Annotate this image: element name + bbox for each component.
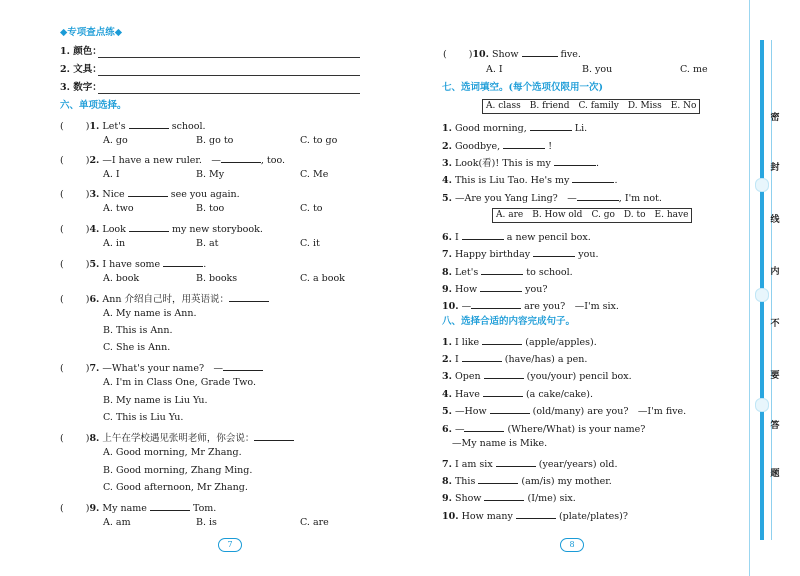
blank[interactable] <box>229 291 269 302</box>
blank[interactable] <box>496 456 536 467</box>
seal-char: 内 <box>770 267 780 277</box>
question-4: ( )4. Look my new storybook. <box>60 221 263 236</box>
question-6: ( )6. Ann 介绍自己时，用英语说： <box>60 291 269 306</box>
vocab-label-stationery: 2. 文具： <box>60 64 102 75</box>
blank[interactable] <box>464 421 504 432</box>
fill-item: 6. I a new pencil box. <box>442 229 591 244</box>
fill-item: 1. I like (apple/apples). <box>442 334 597 349</box>
option-b[interactable]: B. too <box>196 203 225 214</box>
fill-item: 3. Open (you/your) pencil box. <box>442 368 632 383</box>
seal-char: 题 <box>770 469 780 479</box>
option-c[interactable]: C. me <box>680 64 708 75</box>
answer-slot-3[interactable] <box>64 187 86 197</box>
option-b[interactable]: B. My name is Liu Yu. <box>103 395 208 406</box>
answer-slot-5[interactable] <box>64 257 86 267</box>
option-b[interactable]: B. Good morning, Zhang Ming. <box>103 465 253 476</box>
answer-slot-10[interactable] <box>447 47 469 57</box>
blank[interactable] <box>128 186 168 197</box>
fill-item: 9. How you? <box>442 281 547 296</box>
answer-slot-2[interactable] <box>64 153 86 163</box>
question-3: ( )3. Nice see you again. <box>60 186 240 201</box>
section-8-title: 八、选择合适的内容完成句子。 <box>442 316 576 327</box>
option-c[interactable]: C. She is Ann. <box>103 342 171 353</box>
vocab-line-number[interactable] <box>98 93 360 94</box>
blank[interactable] <box>503 138 545 149</box>
answer-slot-9[interactable] <box>64 501 86 511</box>
option-c[interactable]: C. This is Liu Yu. <box>103 412 184 423</box>
page-number-right: 8 <box>560 538 584 552</box>
seal-char: 封 <box>770 163 780 173</box>
vocab-label-number: 3. 数字： <box>60 82 102 93</box>
section-badge: ◆专项查点练◆ <box>60 27 123 38</box>
option-b[interactable]: B. at <box>196 238 219 249</box>
option-c[interactable]: C. a book <box>300 273 345 284</box>
option-b[interactable]: B. go to <box>196 135 234 146</box>
fill-item: 2. Goodbye, ! <box>442 138 552 153</box>
fill-item: 4. This is Liu Tao. He's my . <box>442 172 617 187</box>
option-b[interactable]: B. This is Ann. <box>103 325 173 336</box>
option-a[interactable]: A. book <box>103 273 140 284</box>
blank[interactable] <box>129 118 169 129</box>
option-a[interactable]: A. I <box>103 169 120 180</box>
fill-item: 9. Show (I/me) six. <box>442 490 576 505</box>
binding-hole <box>755 288 769 302</box>
vocab-label-color: 1. 颜色： <box>60 46 102 57</box>
page-number-left: 7 <box>218 538 242 552</box>
blank[interactable] <box>481 264 523 275</box>
blank[interactable] <box>221 152 261 163</box>
question-7: ( )7. —What's your name? — <box>60 360 263 375</box>
fill-item: 1. Good morning, Li. <box>442 120 587 135</box>
blank[interactable] <box>150 500 190 511</box>
word-bank-2: A. are B. How old C. go D. to E. have <box>492 208 692 223</box>
answer-slot-8[interactable] <box>64 431 86 441</box>
fill-item: 6. — (Where/What) is your name? <box>442 421 645 436</box>
vocab-line-stationery[interactable] <box>98 75 360 76</box>
option-a[interactable]: A. go <box>103 135 128 146</box>
blank[interactable] <box>522 46 558 57</box>
seal-char: 密 <box>770 113 780 123</box>
option-a[interactable]: A. I <box>486 64 503 75</box>
blank[interactable] <box>483 386 523 397</box>
blank[interactable] <box>223 360 263 371</box>
blank[interactable] <box>471 298 521 309</box>
blank[interactable] <box>478 473 518 484</box>
blank[interactable] <box>480 281 522 292</box>
right-page <box>400 0 745 576</box>
answer-slot-1[interactable] <box>64 119 86 129</box>
answer-slot-4[interactable] <box>64 222 86 232</box>
blank[interactable] <box>462 351 502 362</box>
option-a[interactable]: A. am <box>103 517 131 528</box>
blank[interactable] <box>516 508 556 519</box>
section-7-title: 七、选词填空。(每个选项仅限用一次) <box>442 82 603 93</box>
question-10: ( )10. Show five. <box>443 46 581 61</box>
question-8: ( )8. 上午在学校遇见张明老师，你会说： <box>60 430 294 445</box>
blank[interactable] <box>530 120 572 131</box>
blank[interactable] <box>484 368 524 379</box>
fill-item: 8. Let's to school. <box>442 264 573 279</box>
answer-slot-7[interactable] <box>64 361 86 371</box>
option-a[interactable]: A. Good morning, Mr Zhang. <box>103 447 242 458</box>
seal-char: 不 <box>770 319 780 329</box>
binding-hole <box>755 178 769 192</box>
option-a[interactable]: A. in <box>103 238 126 249</box>
fill-item: 7. I am six (year/years) old. <box>442 456 618 471</box>
section-6-title: 六、单项选择。 <box>60 100 127 111</box>
blank[interactable] <box>572 172 614 183</box>
blank[interactable] <box>484 490 524 501</box>
option-b[interactable]: B. is <box>196 517 217 528</box>
blank[interactable] <box>490 403 530 414</box>
fill-item-reply: —My name is Mike. <box>452 438 548 449</box>
fill-item: 4. Have (a cake/cake). <box>442 386 593 401</box>
option-a[interactable]: A. two <box>103 203 134 214</box>
fill-item: 10. How many (plate/plates)? <box>442 508 628 523</box>
fill-item: 3. Look(看)! This is my . <box>442 155 599 170</box>
option-c[interactable]: C. are <box>300 517 329 528</box>
binding-edge-line <box>749 0 750 576</box>
option-b[interactable]: B. books <box>196 273 238 284</box>
seal-char: 线 <box>770 215 780 225</box>
option-c[interactable]: C. to <box>300 203 323 214</box>
question-1: ( )1. Let's school. <box>60 118 206 133</box>
option-a[interactable]: A. I'm in Class One, Grade Two. <box>103 377 256 388</box>
fill-item: 2. I (have/has) a pen. <box>442 351 587 366</box>
fill-item: 5. —How (old/many) are you? —I'm five. <box>442 403 686 418</box>
fill-item: 8. This (am/is) my mother. <box>442 473 612 488</box>
vocab-line-color[interactable] <box>98 57 360 58</box>
seal-char: 要 <box>770 371 780 381</box>
option-c[interactable]: C. Good afternoon, Mr Zhang. <box>103 482 248 493</box>
word-bank-1: A. class B. friend C. family D. Miss E. No <box>482 99 700 114</box>
blank[interactable] <box>163 256 203 267</box>
option-c[interactable]: C. Me <box>300 169 329 180</box>
question-2: ( )2. —I have a new ruler. — , too. <box>60 152 285 167</box>
blank[interactable] <box>462 229 504 240</box>
fill-item: 7. Happy birthday you. <box>442 246 598 261</box>
blank[interactable] <box>533 246 575 257</box>
option-b[interactable]: B. My <box>196 169 225 180</box>
blank[interactable] <box>577 190 619 201</box>
option-b[interactable]: B. you <box>582 64 613 75</box>
question-5: ( )5. I have some . <box>60 256 206 271</box>
blank[interactable] <box>129 221 169 232</box>
answer-slot-6[interactable] <box>64 292 86 302</box>
option-a[interactable]: A. My name is Ann. <box>103 308 197 319</box>
blank[interactable] <box>554 155 596 166</box>
option-c[interactable]: C. it <box>300 238 320 249</box>
fill-item: 10. — are you? —I'm six. <box>442 298 619 313</box>
fill-item: 5. —Are you Yang Ling? — , I'm not. <box>442 190 662 205</box>
option-c[interactable]: C. to go <box>300 135 338 146</box>
blank[interactable] <box>482 334 522 345</box>
blank[interactable] <box>254 430 294 441</box>
seal-char: 答 <box>770 421 780 431</box>
question-9: ( )9. My name Tom. <box>60 500 216 515</box>
binding-hole <box>755 398 769 412</box>
